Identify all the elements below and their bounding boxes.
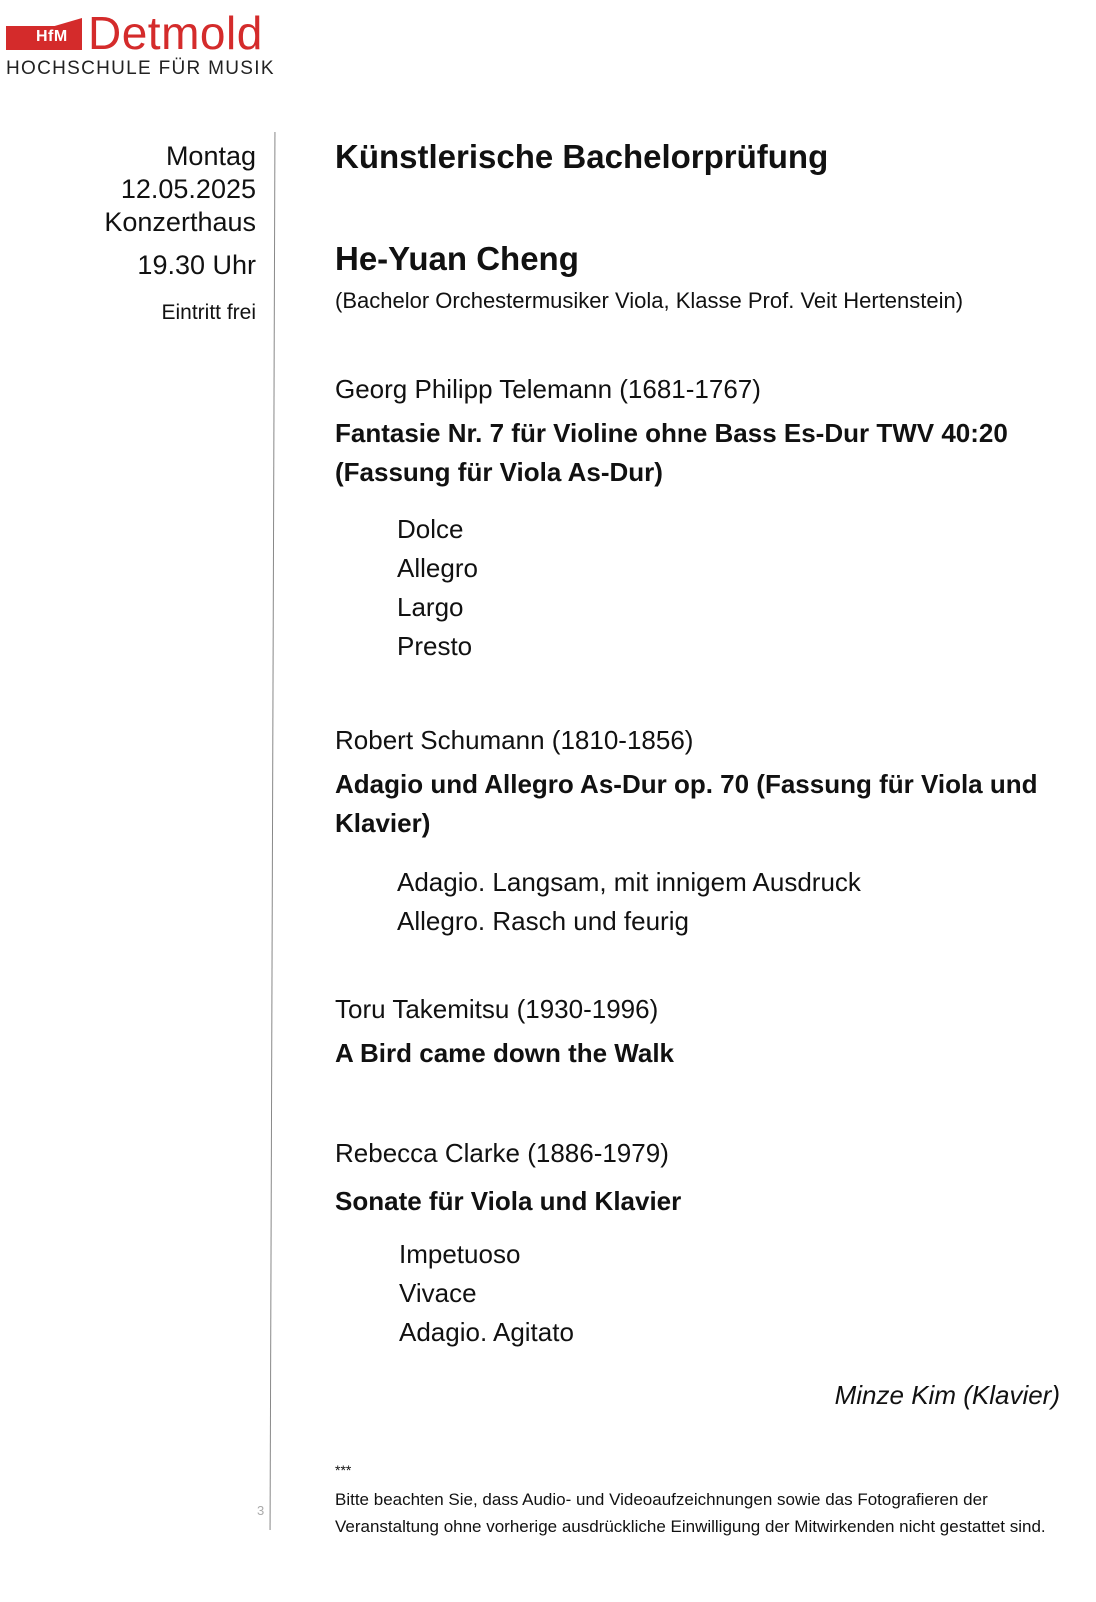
movement: Presto xyxy=(397,631,473,661)
piece-telemann xyxy=(335,372,1065,666)
movement: Allegro. Rasch und feurig xyxy=(397,906,689,936)
performer-info: (Bachelor Orchestermusiker Viola, Klasse Prof. Veit Hertenstein) xyxy=(335,288,964,313)
event-details xyxy=(104,140,256,329)
program-title: Künstlerische Bachelorprüfung xyxy=(335,138,829,175)
movement: Allegro xyxy=(397,553,478,583)
logo-subtitle: HOCHSCHULE FÜR MUSIK xyxy=(6,58,275,79)
movement: Vivace xyxy=(399,1278,477,1308)
composer: Robert Schumann (1810-1856) xyxy=(335,725,694,755)
program-content xyxy=(335,134,1065,1347)
composer: Toru Takemitsu (1930-1996) xyxy=(335,994,659,1024)
movement-list xyxy=(397,510,1065,666)
work-title: Fantasie Nr. 7 für Violine ohne Bass Es-Dur TWV 40:20 (Fassung für Viola As-Dur) xyxy=(335,418,1008,487)
composer: Georg Philipp Telemann (1681-1767) xyxy=(335,374,761,404)
recording-notice: Bitte beachten Sie, dass Audio- und Videoaufzeichnungen sowie das Fotografieren der Veranstaltung ohne vorherige ausdrückliche Einwilligung der Mitwirkenden nicht gestattet sind. xyxy=(335,1490,1046,1536)
event-entry: Eintritt frei xyxy=(161,301,256,324)
performer-name: He-Yuan Cheng xyxy=(335,240,579,277)
movement: Adagio. Agitato xyxy=(399,1317,574,1347)
movement-list xyxy=(397,863,1065,941)
event-day: Montag xyxy=(165,141,256,171)
hfm-detmold-logo xyxy=(6,7,296,82)
movement: Impetuoso xyxy=(399,1239,521,1269)
movement: Adagio. Langsam, mit innigem Ausdruck xyxy=(397,867,861,897)
separator: *** xyxy=(335,1462,352,1478)
event-venue: Konzerthaus xyxy=(104,207,256,237)
movement-list xyxy=(399,1235,1065,1352)
page-number: 3 xyxy=(257,1503,265,1518)
event-date: 12.05.2025 xyxy=(120,174,256,204)
movement: Largo xyxy=(397,592,464,622)
pianist-credit: Minze Kim (Klavier) xyxy=(834,1380,1060,1410)
work-title: A Bird came down the Walk xyxy=(335,1038,675,1068)
piece-schumann xyxy=(335,723,1065,941)
column-divider xyxy=(270,132,276,1530)
logo-name: Detmold xyxy=(88,7,263,59)
composer: Rebecca Clarke (1886-1979) xyxy=(335,1138,669,1168)
event-time: 19.30 Uhr xyxy=(137,250,256,280)
movement: Dolce xyxy=(397,514,464,544)
work-title: Adagio und Allegro As-Dur op. 70 (Fassung für Viola und Klavier) xyxy=(335,769,1038,838)
piece-takemitsu xyxy=(335,992,1065,1073)
work-title: Sonate für Viola und Klavier xyxy=(335,1186,682,1216)
logo-badge: HfM xyxy=(36,28,68,45)
piece-clarke xyxy=(335,1136,1065,1352)
